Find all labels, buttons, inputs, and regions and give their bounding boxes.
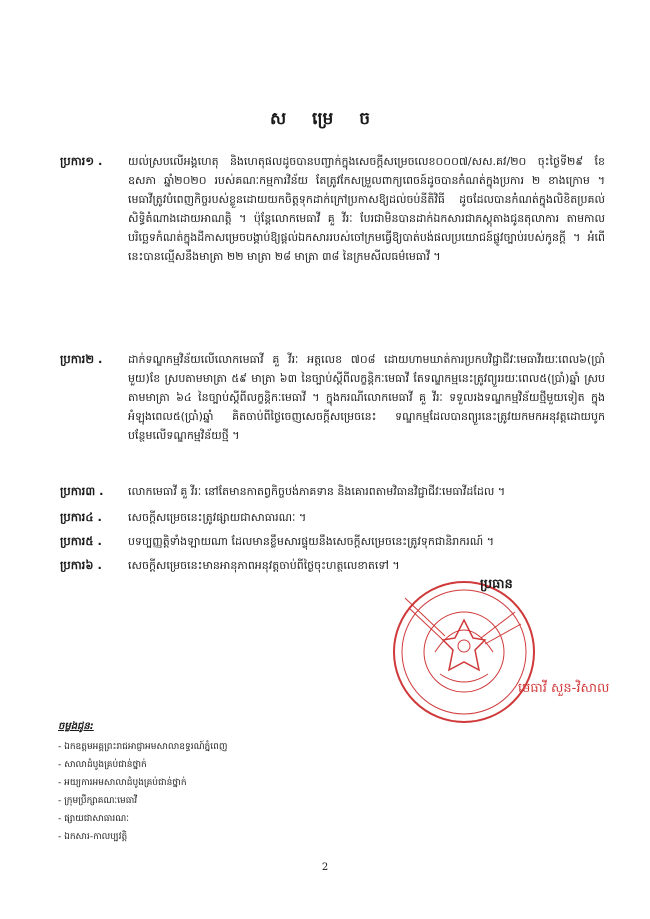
article-text: ដាក់ទណ្ឌកម្មវិន័យលើលោកមេធាវី គួ វីរៈ អត្តលេខ ៧០៨ ដោយហាមឃាត់ការប្រកបវិជ្ជាជីវៈមេធាវីរយៈពេល៦(ប្រាំមួយ)ខែ ស្របតាមមាត្រា ៥៩ មាត្រា ៦៣ នៃច្បាប់ស្តីពីលក្ខន្តិកៈមេធាវី តែទណ្ឌកម្មនេះត្រូវព្យួររយៈពេល៥(ប្រាំ)ឆ្នាំ ស្របតាមមាត្រា ៦៤ នៃច្បាប់ស្តីពីលក្ខន្តិកៈមេធាវី ។ ក្នុងករណីលោកមេធាវី គួ វីរៈ ទទួលរងទណ្ឌកម្មវិន័យថ្មីមួយទៀត ក្នុងអំឡុងពេល៥(ប្រាំ)ឆ្នាំ គិតចាប់ពីថ្ងៃចេញសេចក្តីសម្រេចនេះ ទណ្ឌកម្មដែលបានព្យួរនេះត្រូវយកមកអនុវត្តដោយបូកបន្ថែមលើទណ្ឌកម្មវិន័យថ្មី ។ [128, 353, 605, 442]
article-label: ប្រការ២ . [60, 352, 103, 366]
article-label: ប្រការ៤ . [60, 510, 102, 524]
article-label: ប្រការ៣ . [60, 484, 104, 498]
article-text: សេចក្តីសម្រេចនេះមានអានុភាពអនុវត្តចាប់ពីថ្ងៃចុះហត្ថលេខាតទៅ ។ [128, 559, 400, 572]
recipient-item: - ផ្សាយជាសាធារណៈ [58, 814, 129, 824]
recipient-item: - ឯកឧត្តមអគ្គព្រះរាជអាជ្ញាអមសាលាឧទ្ធរណ៍ភ្នំពេញ [58, 742, 228, 752]
recipient-item: - ឯកសារ-កាលប្បវត្តិ [58, 832, 128, 842]
article-5 [60, 532, 605, 551]
article-label: ប្រការ៥ . [60, 534, 102, 548]
recipient-item: - អយ្យការអមសាលាដំបូងគ្រប់ជាន់ថ្នាក់ [58, 778, 187, 788]
recipient-item: - ក្រុមប្រឹក្សាគណៈមេធាវី [58, 796, 138, 806]
article-6 [60, 556, 605, 575]
article-text: លោកមេធាវី គួ វីរៈ នៅតែមានកាតព្វកិច្ចបង់ភាគទាន និងគោរពតាមវិធានវិជ្ជាជីវៈមេធាវីដដែល ។ [128, 485, 506, 498]
article-4 [60, 508, 605, 527]
article-text: យល់ស្របលើអង្គហេតុ និងហេតុផលដូចបានបញ្ជាក់ក្នុងសេចក្តីសម្រេចលេខ០០០៧/សស.គវ/២០ ចុះថ្ងៃទី២៩ ខែឧសភា ឆ្នាំ២០២០ របស់គណៈកម្មការវិន័យ តែត្រូវកែសម្រួលពាក្យពេចន៍ដូចបានកំណត់ក្នុងប្រការ ២ ខាងក្រោម ។ មេធាវីត្រូវបំពេញកិច្ចរបស់ខ្លួនដោយយកចិត្តទុកដាក់ក្រៅប្រកាសឱ្យដល់ចប់នីតិវិធី ដូចដែលបានកំណត់ក្នុងលិខិតប្រគល់សិទ្ធិតំណាងដោយអាណត្តិ ។ ប៉ុន្តែលោកមេធាវី គួ វីរៈ បែរជាមិនបានដាក់ឯកសារជាភស្តុតាងជូនតុលាការ តាមកាលបរិច្ឆេទកំណត់ក្នុងដីកាសម្រេចបង្គាប់ឱ្យផ្តល់ឯកសាររបស់ចៅក្រមធ្វើឱ្យបាត់បង់ផលប្រយោជន៍ផ្លូវច្បាប់របស់កូនក្តី ។ អំពើនេះបានល្មើសនឹងមាត្រា ២២ មាត្រា ២៨ មាត្រា ៣៨ នៃក្រមសីលធម៌មេធាវី ។ [128, 155, 605, 263]
official-seal-icon [385, 578, 543, 726]
recipient-item: - សាលាដំបូងគ្រប់ជាន់ថ្នាក់ [58, 760, 147, 770]
decision-heading: ស ម្រេ ច [269, 109, 381, 129]
page-number: 2 [321, 862, 329, 873]
article-label: ប្រការ១ . [60, 154, 103, 168]
article-1 [60, 152, 605, 266]
article-label: ប្រការ៦ . [60, 558, 102, 572]
signatory-name: មេធាវី សួន-វិសាល [518, 681, 610, 696]
signatory-title: ប្រធាន [480, 577, 513, 592]
article-2 [60, 350, 605, 445]
copy-recipients [58, 718, 227, 846]
article-text: សេចក្តីសម្រេចនេះត្រូវផ្សាយជាសាធារណៈ ។ [128, 511, 307, 524]
article-3 [60, 482, 605, 501]
article-text: បទប្បញ្ញត្តិទាំងឡាយណា ដែលមានខ្លឹមសារផ្ទុយនឹងសេចក្តីសម្រេចនេះត្រូវទុកជានិរាករណ៍ ។ [128, 535, 494, 548]
recipients-title: ចម្លងជូន: [58, 721, 94, 732]
